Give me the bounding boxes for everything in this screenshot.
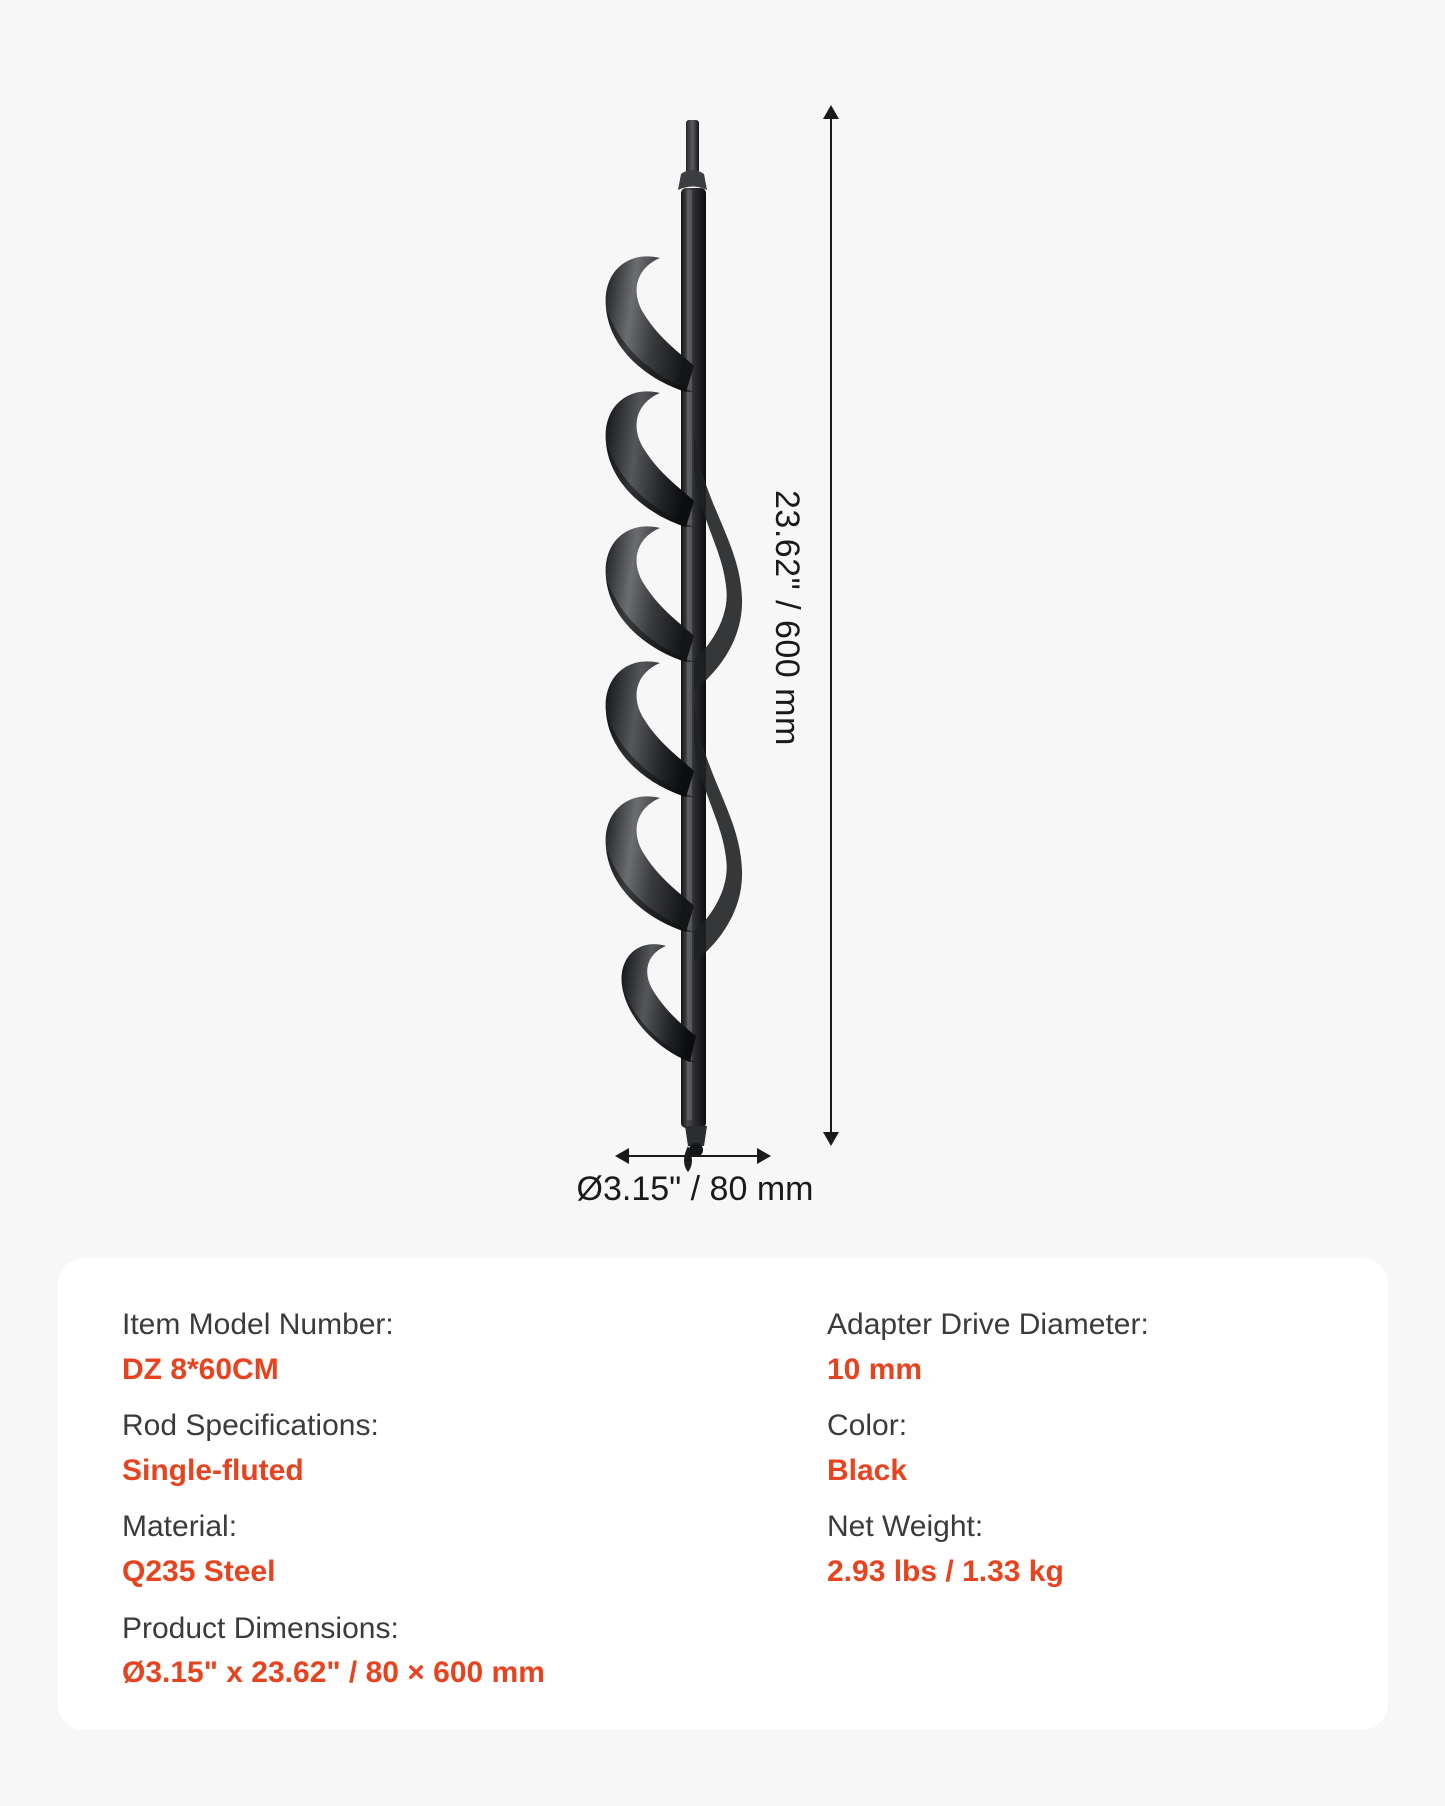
spec-label-net-weight: Net Weight: bbox=[827, 1510, 984, 1544]
spec-label-item-model-number: Item Model Number: bbox=[122, 1308, 394, 1341]
spec-label-adapter-drive-diameter: Adapter Drive Diameter: bbox=[827, 1308, 1149, 1341]
spec-value-item-model-number: DZ 8*60CM bbox=[122, 1352, 279, 1386]
spec-value-net-weight: 2.93 lbs / 1.33 kg bbox=[827, 1554, 1064, 1588]
length-dimension-line bbox=[830, 118, 832, 1133]
spec-column-left bbox=[122, 1304, 723, 1700]
spec-label-material: Material: bbox=[122, 1510, 238, 1544]
spec-value-rod-specifications: Single-fluted bbox=[122, 1453, 304, 1487]
specifications-card bbox=[58, 1258, 1388, 1730]
diameter-dimension-line bbox=[628, 1155, 758, 1157]
spec-label-product-dimensions: Product Dimensions: bbox=[122, 1611, 399, 1645]
spec-value-product-dimensions: Ø3.15" x 23.62" / 80 × 600 mm bbox=[122, 1656, 545, 1690]
spec-value-color: Black bbox=[827, 1453, 908, 1487]
spec-value-adapter-drive-diameter: 10 mm bbox=[827, 1352, 923, 1386]
spec-label-rod-specifications: Rod Specifications: bbox=[122, 1409, 379, 1443]
spec-label-color: Color: bbox=[827, 1409, 908, 1443]
spec-value-material: Q235 Steel bbox=[122, 1554, 276, 1588]
spec-column-right bbox=[723, 1304, 1324, 1700]
diameter-dimension-label: Ø3.15" / 80 mm bbox=[576, 1170, 814, 1208]
length-dimension-label: 23.62" / 600 mm bbox=[768, 490, 806, 746]
